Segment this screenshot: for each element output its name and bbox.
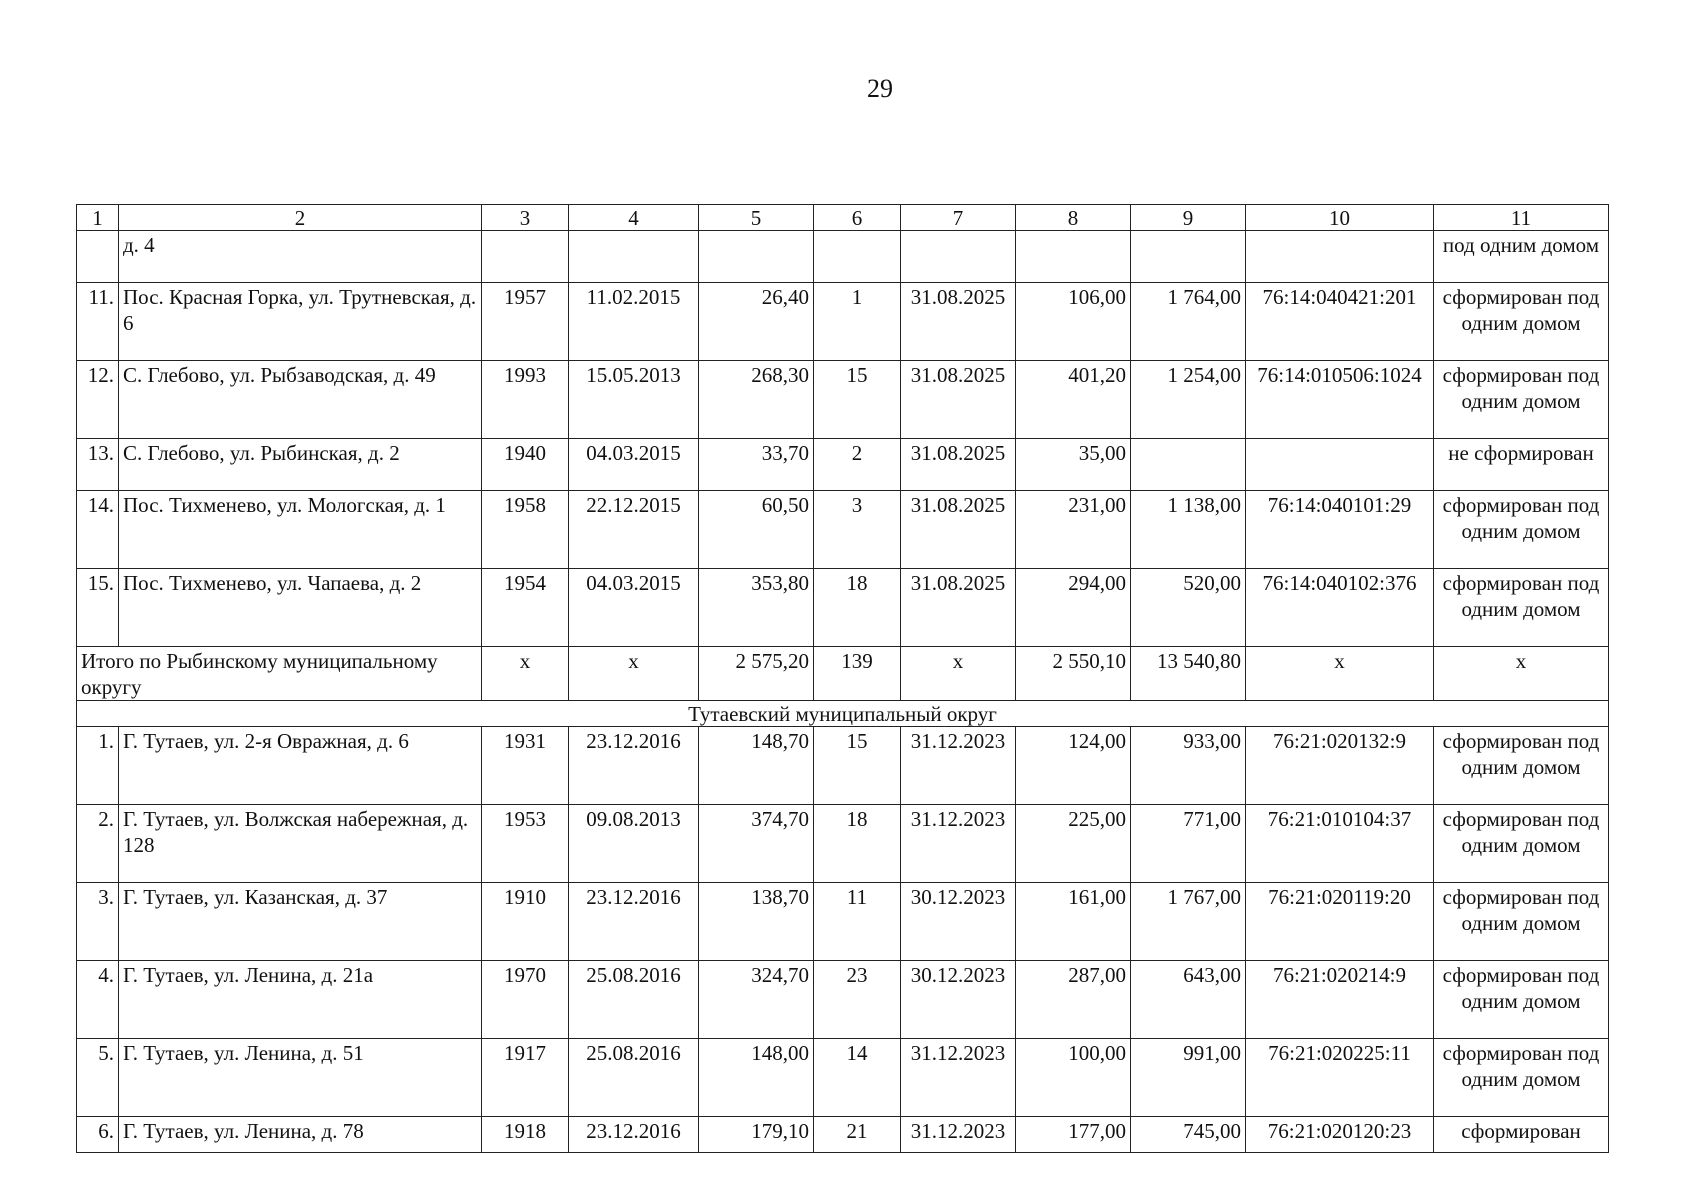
residents-cell: 1 — [814, 283, 901, 361]
land-status-cell: сформирован под одним домом — [1434, 361, 1609, 439]
row-number-cell: 3. — [77, 883, 119, 961]
cadastral-number-cell: 76:21:010104:37 — [1246, 805, 1434, 883]
row-number-cell: 14. — [77, 491, 119, 569]
column-number-row — [77, 205, 1609, 231]
row-number-cell: 12. — [77, 361, 119, 439]
deadline-cell: 30.12.2023 — [901, 961, 1016, 1039]
empty-cell — [569, 231, 699, 283]
date-cell: 25.08.2016 — [569, 961, 699, 1039]
date-cell: 25.08.2016 — [569, 1039, 699, 1117]
land-status-cell: сформирован под одним домом — [1434, 883, 1609, 961]
address-cell: Г. Тутаев, ул. Ленина, д. 51 — [119, 1039, 482, 1117]
row-number-cell: 1. — [77, 727, 119, 805]
area-cell: 26,40 — [699, 283, 814, 361]
land-status-cell: сформирован под одним домом — [1434, 727, 1609, 805]
land-area-cell — [1131, 439, 1246, 491]
area-cell: 268,30 — [699, 361, 814, 439]
land-area-cell: 991,00 — [1131, 1039, 1246, 1117]
empty-cell — [1246, 231, 1434, 283]
year-cell: 1953 — [482, 805, 569, 883]
cadastral-number-cell: 76:14:040102:376 — [1246, 569, 1434, 647]
column-number: 7 — [901, 205, 1016, 231]
total-label: Итого по Рыбинскому муниципальному округу — [77, 647, 482, 701]
year-cell: 1918 — [482, 1117, 569, 1153]
empty-cell — [814, 231, 901, 283]
date-cell: 23.12.2016 — [569, 1117, 699, 1153]
table-row — [77, 569, 1609, 647]
year-cell: 1910 — [482, 883, 569, 961]
residents-cell: 18 — [814, 805, 901, 883]
residents-cell: 3 — [814, 491, 901, 569]
total-plan-area: 2 550,10 — [1016, 647, 1131, 701]
empty-cell — [482, 231, 569, 283]
land-status-cell: сформирован под одним домом — [1434, 1039, 1609, 1117]
section-header-row — [77, 701, 1609, 727]
year-cell: 1958 — [482, 491, 569, 569]
land-area-cell: 933,00 — [1131, 727, 1246, 805]
address-cell: С. Глебово, ул. Рыбинская, д. 2 — [119, 439, 482, 491]
land-status-cell: сформирован — [1434, 1117, 1609, 1153]
row-number-cell: 5. — [77, 1039, 119, 1117]
land-status-cell: не сформирован — [1434, 439, 1609, 491]
year-cell: 1917 — [482, 1039, 569, 1117]
row-number-cell: 15. — [77, 569, 119, 647]
address-cell: Г. Тутаев, ул. Ленина, д. 21а — [119, 961, 482, 1039]
residents-cell: 2 — [814, 439, 901, 491]
year-cell: 1954 — [482, 569, 569, 647]
deadline-cell: 31.08.2025 — [901, 283, 1016, 361]
address-cell: Пос. Тихменево, ул. Мологская, д. 1 — [119, 491, 482, 569]
land-area-cell: 1 254,00 — [1131, 361, 1246, 439]
table-row — [77, 439, 1609, 491]
land-status-cell: сформирован под одним домом — [1434, 961, 1609, 1039]
date-cell: 15.05.2013 — [569, 361, 699, 439]
deadline-cell: 31.12.2023 — [901, 727, 1016, 805]
land-area-cell: 771,00 — [1131, 805, 1246, 883]
date-cell: 04.03.2015 — [569, 569, 699, 647]
address-cell: Г. Тутаев, ул. Казанская, д. 37 — [119, 883, 482, 961]
plan-area-cell: 287,00 — [1016, 961, 1131, 1039]
residents-cell: 15 — [814, 727, 901, 805]
plan-area-cell: 177,00 — [1016, 1117, 1131, 1153]
row-number-cell: 6. — [77, 1117, 119, 1153]
year-cell: 1957 — [482, 283, 569, 361]
cadastral-number-cell: 76:21:020120:23 — [1246, 1117, 1434, 1153]
land-area-cell: 643,00 — [1131, 961, 1246, 1039]
total-cadastral: х — [1246, 647, 1434, 701]
column-number: 8 — [1016, 205, 1131, 231]
land-status-cell: сформирован под одним домом — [1434, 283, 1609, 361]
residents-cell: 11 — [814, 883, 901, 961]
land-status-cell: сформирован под одним домом — [1434, 569, 1609, 647]
page-number: 29 — [867, 74, 893, 103]
total-area: 2 575,20 — [699, 647, 814, 701]
total-date: х — [569, 647, 699, 701]
year-cell: 1940 — [482, 439, 569, 491]
continuation-row — [77, 231, 1609, 283]
empty-cell — [901, 231, 1016, 283]
empty-cell — [699, 231, 814, 283]
address-cell: Пос. Красная Горка, ул. Трутневская, д. 6 — [119, 283, 482, 361]
row-number-cell: 11. — [77, 283, 119, 361]
column-number: 1 — [77, 205, 119, 231]
land-area-cell: 520,00 — [1131, 569, 1246, 647]
housing-registry-table — [76, 204, 1609, 1153]
plan-area-cell: 106,00 — [1016, 283, 1131, 361]
column-number: 5 — [699, 205, 814, 231]
deadline-cell: 31.08.2025 — [901, 439, 1016, 491]
address-cell: Пос. Тихменево, ул. Чапаева, д. 2 — [119, 569, 482, 647]
deadline-cell: 30.12.2023 — [901, 883, 1016, 961]
year-cell: 1993 — [482, 361, 569, 439]
residents-cell: 14 — [814, 1039, 901, 1117]
plan-area-cell: 124,00 — [1016, 727, 1131, 805]
plan-area-cell: 225,00 — [1016, 805, 1131, 883]
deadline-cell: 31.12.2023 — [901, 1039, 1016, 1117]
deadline-cell: 31.12.2023 — [901, 1117, 1016, 1153]
plan-area-cell: 231,00 — [1016, 491, 1131, 569]
table-body — [77, 205, 1609, 1153]
land-area-cell: 745,00 — [1131, 1117, 1246, 1153]
row-number-cell: 4. — [77, 961, 119, 1039]
plan-area-cell: 100,00 — [1016, 1039, 1131, 1117]
column-number: 4 — [569, 205, 699, 231]
date-cell: 23.12.2016 — [569, 883, 699, 961]
deadline-cell: 31.08.2025 — [901, 361, 1016, 439]
area-cell: 60,50 — [699, 491, 814, 569]
section-title: Тутаевский муниципальный округ — [77, 701, 1609, 727]
address-cell: С. Глебово, ул. Рыбзаводская, д. 49 — [119, 361, 482, 439]
table-row — [77, 361, 1609, 439]
empty-cell — [1131, 231, 1246, 283]
area-cell: 148,70 — [699, 727, 814, 805]
residents-cell: 21 — [814, 1117, 901, 1153]
column-number: 2 — [119, 205, 482, 231]
plan-area-cell: 294,00 — [1016, 569, 1131, 647]
row-number-cell — [77, 231, 119, 283]
plan-area-cell: 161,00 — [1016, 883, 1131, 961]
table-row — [77, 883, 1609, 961]
deadline-cell: 31.08.2025 — [901, 569, 1016, 647]
area-cell: 33,70 — [699, 439, 814, 491]
year-cell: 1970 — [482, 961, 569, 1039]
total-row — [77, 647, 1609, 701]
address-cell: Г. Тутаев, ул. 2-я Овражная, д. 6 — [119, 727, 482, 805]
deadline-cell: 31.08.2025 — [901, 491, 1016, 569]
date-cell: 09.08.2013 — [569, 805, 699, 883]
table-row — [77, 283, 1609, 361]
column-number: 6 — [814, 205, 901, 231]
land-status-cell: сформирован под одним домом — [1434, 491, 1609, 569]
total-residents: 139 — [814, 647, 901, 701]
cadastral-number-cell: 76:21:020132:9 — [1246, 727, 1434, 805]
area-cell: 148,00 — [699, 1039, 814, 1117]
cadastral-number-cell — [1246, 439, 1434, 491]
deadline-cell: 31.12.2023 — [901, 805, 1016, 883]
row-number-cell: 13. — [77, 439, 119, 491]
land-area-cell: 1 767,00 — [1131, 883, 1246, 961]
residents-cell: 18 — [814, 569, 901, 647]
plan-area-cell: 35,00 — [1016, 439, 1131, 491]
column-number: 11 — [1434, 205, 1609, 231]
table-row — [77, 727, 1609, 805]
land-status-cell: под одним домом — [1434, 231, 1609, 283]
table-row — [77, 1117, 1609, 1153]
column-number: 10 — [1246, 205, 1434, 231]
area-cell: 374,70 — [699, 805, 814, 883]
address-cell: д. 4 — [119, 231, 482, 283]
year-cell: 1931 — [482, 727, 569, 805]
row-number-cell: 2. — [77, 805, 119, 883]
date-cell: 11.02.2015 — [569, 283, 699, 361]
plan-area-cell: 401,20 — [1016, 361, 1131, 439]
date-cell: 23.12.2016 — [569, 727, 699, 805]
cadastral-number-cell: 76:14:040421:201 — [1246, 283, 1434, 361]
area-cell: 179,10 — [699, 1117, 814, 1153]
date-cell: 04.03.2015 — [569, 439, 699, 491]
area-cell: 324,70 — [699, 961, 814, 1039]
column-number: 3 — [482, 205, 569, 231]
table-row — [77, 491, 1609, 569]
address-cell: Г. Тутаев, ул. Волжская набережная, д. 128 — [119, 805, 482, 883]
land-area-cell: 1 138,00 — [1131, 491, 1246, 569]
total-year: х — [482, 647, 569, 701]
cadastral-number-cell: 76:21:020225:11 — [1246, 1039, 1434, 1117]
table-row — [77, 1039, 1609, 1117]
area-cell: 353,80 — [699, 569, 814, 647]
land-status-cell: сформирован под одним домом — [1434, 805, 1609, 883]
cadastral-number-cell: 76:14:040101:29 — [1246, 491, 1434, 569]
total-deadline: х — [901, 647, 1016, 701]
total-land-area: 13 540,80 — [1131, 647, 1246, 701]
cadastral-number-cell: 76:21:020119:20 — [1246, 883, 1434, 961]
area-cell: 138,70 — [699, 883, 814, 961]
residents-cell: 15 — [814, 361, 901, 439]
table-row — [77, 961, 1609, 1039]
table-row — [77, 805, 1609, 883]
column-number: 9 — [1131, 205, 1246, 231]
address-cell: Г. Тутаев, ул. Ленина, д. 78 — [119, 1117, 482, 1153]
empty-cell — [1016, 231, 1131, 283]
cadastral-number-cell: 76:21:020214:9 — [1246, 961, 1434, 1039]
date-cell: 22.12.2015 — [569, 491, 699, 569]
total-land-status: х — [1434, 647, 1609, 701]
land-area-cell: 1 764,00 — [1131, 283, 1246, 361]
cadastral-number-cell: 76:14:010506:1024 — [1246, 361, 1434, 439]
residents-cell: 23 — [814, 961, 901, 1039]
